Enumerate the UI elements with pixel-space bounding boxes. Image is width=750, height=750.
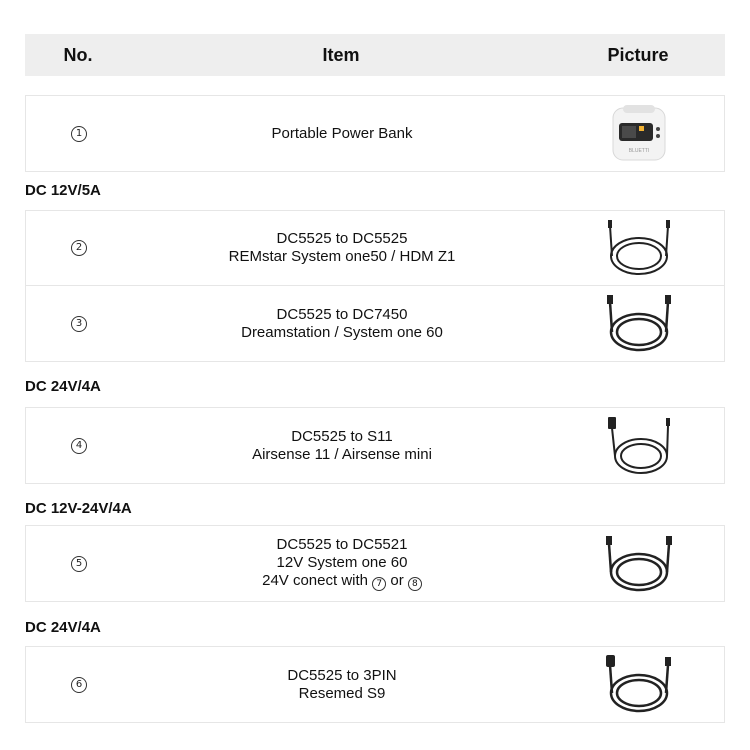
cable-icon	[604, 292, 674, 356]
row-number-circle: 2	[71, 240, 87, 256]
row-line1: DC5525 to DC7450	[276, 305, 408, 323]
cable-icon	[604, 216, 674, 280]
ref-circle-8: 8	[408, 577, 422, 591]
cable-icon	[604, 532, 674, 596]
row-line3	[132, 572, 552, 591]
row-description	[132, 125, 552, 143]
row-number-circle: 5	[71, 556, 87, 572]
table-row	[26, 286, 724, 361]
row-number-circle: 4	[71, 438, 87, 454]
row-number	[26, 438, 132, 454]
block-12v	[25, 210, 725, 362]
row-number	[26, 556, 132, 572]
power-bank-brand: BLUETTI	[628, 147, 650, 154]
row-line1: DC5525 to DC5521	[276, 536, 408, 553]
row-picture	[552, 414, 726, 478]
row-number	[26, 316, 132, 332]
row-line1: DC5525 to 3PIN	[287, 666, 397, 684]
row-picture	[552, 216, 726, 280]
row-picture	[552, 292, 726, 356]
table-row	[26, 211, 724, 286]
section-title: DC 12V-24V/4A	[25, 500, 132, 517]
row-line1: DC5525 to DC5525	[276, 230, 408, 247]
row-number	[26, 126, 132, 142]
power-bank-icon	[609, 105, 669, 163]
row-line3-prefix: 24V conect with	[262, 572, 369, 589]
ref-circle-7: 7	[372, 577, 386, 591]
row-number-circle: 6	[71, 677, 87, 693]
row-description	[132, 667, 552, 703]
table-row	[26, 526, 724, 601]
row-line2: Dreamstation / System one 60	[241, 323, 443, 341]
row-line2: Airsense 11 / Airsense mini	[252, 445, 432, 463]
header-no: No.	[63, 44, 93, 65]
header-picture: Picture	[607, 44, 669, 65]
row-description	[132, 428, 552, 464]
row-description	[132, 306, 552, 342]
cable-icon	[604, 653, 674, 717]
row-description	[132, 536, 552, 591]
row-picture	[552, 653, 726, 717]
row-line3-mid: or	[390, 572, 404, 589]
table-row	[26, 96, 724, 171]
block-12v-24v	[25, 525, 725, 602]
row-picture	[552, 532, 726, 596]
section-title: DC 24V/4A	[25, 378, 101, 395]
row-line1: Portable Power Bank	[271, 124, 413, 142]
table-row	[26, 647, 724, 722]
block-24v	[25, 407, 725, 484]
block-power-bank	[25, 95, 725, 172]
block-24v-b	[25, 646, 725, 723]
table-header	[25, 34, 725, 76]
cable-icon	[604, 414, 674, 478]
row-number	[26, 677, 132, 693]
row-number	[26, 240, 132, 256]
row-number-circle: 3	[71, 316, 87, 332]
row-number-circle: 1	[71, 126, 87, 142]
row-description	[132, 230, 552, 266]
header-item: Item	[322, 44, 360, 65]
section-title: DC 12V/5A	[25, 182, 101, 199]
row-line2: 12V System one 60	[276, 554, 408, 571]
row-line2: REMstar System one50 / HDM Z1	[228, 248, 456, 265]
row-picture	[552, 105, 726, 163]
row-line1: DC5525 to S11	[291, 427, 393, 445]
table-row	[26, 408, 724, 483]
section-title: DC 24V/4A	[25, 619, 101, 636]
row-line2: Resemed S9	[298, 684, 386, 702]
